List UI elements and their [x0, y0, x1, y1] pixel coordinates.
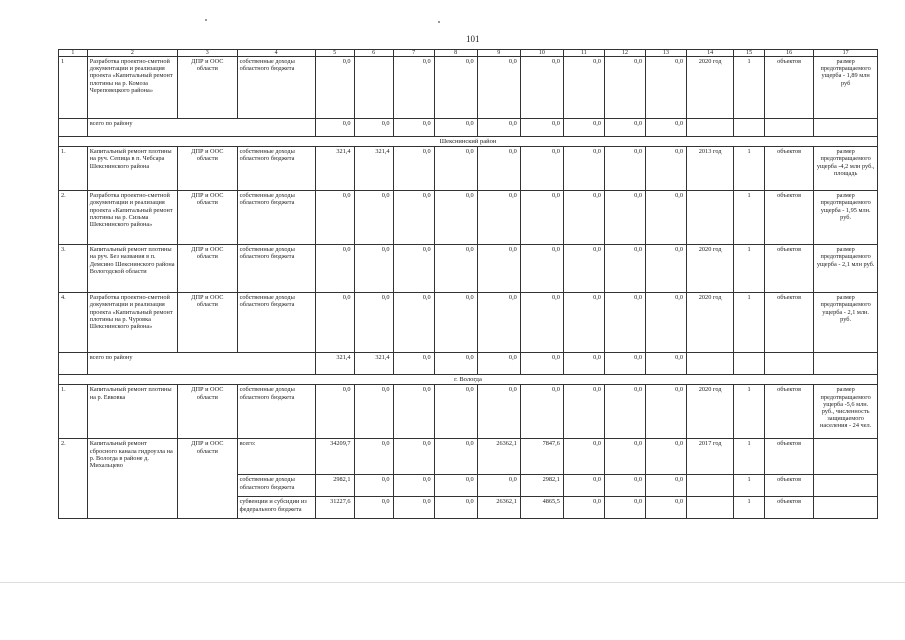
section-title: Шекснинский район — [59, 137, 878, 147]
indicator-cell: размер предотвращаемого ущерба - 2,1 млн. руб. — [814, 293, 878, 353]
indicator-cell: размер предотвращаемого ущерба - 2,1 млн руб. — [814, 245, 878, 293]
amount-cell: 0,0 — [645, 439, 686, 475]
empty-cell — [734, 119, 765, 137]
amount-cell: 0,0 — [434, 245, 477, 293]
empty-cell — [687, 353, 734, 375]
responsible-executor: ДПР и ООС области — [178, 245, 238, 293]
section-title-row — [59, 137, 878, 147]
object-name: Разработка проектно-сметной документации и реализация проекта «Капитальный ремонт плотины на р. Сизьма Шекснинского района» — [87, 191, 177, 245]
header-cell: 3 — [178, 50, 238, 57]
amount-cell: 0,0 — [604, 497, 645, 519]
funding-source: собственные доходы областного бюджета — [237, 475, 315, 497]
amount-cell: 0,0 — [393, 191, 434, 245]
table-row — [59, 385, 878, 439]
empty-cell — [814, 119, 878, 137]
period-cell: 2020 год — [687, 57, 734, 119]
amount-cell: 0,0 — [645, 147, 686, 191]
amount-cell: 0,0 — [563, 147, 604, 191]
amount-cell: 0,0 — [645, 475, 686, 497]
amount-cell: 0,0 — [520, 57, 563, 119]
row-number-empty — [59, 119, 88, 137]
total-amount: 0,0 — [434, 119, 477, 137]
scan-edge-line — [0, 582, 905, 583]
quantity-cell: 1 — [734, 293, 765, 353]
amount-cell: 0,0 — [645, 191, 686, 245]
amount-cell: 0,0 — [604, 475, 645, 497]
quantity-cell: 1 — [734, 385, 765, 439]
total-amount: 0,0 — [434, 353, 477, 375]
amount-cell: 0,0 — [563, 439, 604, 475]
indicator-cell: размер предотвращаемого ущерба - 1,95 млн. руб. — [814, 191, 878, 245]
header-cell: 7 — [393, 50, 434, 57]
table-row — [59, 245, 878, 293]
amount-cell: 0,0 — [477, 293, 520, 353]
amount-cell: 0,0 — [477, 245, 520, 293]
period-cell — [687, 475, 734, 497]
unit-cell: объектов — [765, 439, 814, 475]
amount-cell: 0,0 — [563, 57, 604, 119]
total-amount: 0,0 — [520, 119, 563, 137]
indicator-cell — [814, 475, 878, 497]
amount-cell: 0,0 — [563, 293, 604, 353]
amount-cell: 0,0 — [393, 385, 434, 439]
amount-cell: 0,0 — [563, 497, 604, 519]
quantity-cell: 1 — [734, 475, 765, 497]
header-cell: 9 — [477, 50, 520, 57]
row-number: 1. — [59, 385, 88, 439]
total-amount: 0,0 — [315, 119, 354, 137]
empty-cell — [734, 353, 765, 375]
header-cell: 2 — [87, 50, 177, 57]
amount-cell: 0,0 — [393, 293, 434, 353]
amount-cell: 0,0 — [477, 191, 520, 245]
table-row — [59, 57, 878, 119]
funding-source: собственные доходы областного бюджета — [237, 385, 315, 439]
amount-cell: 0,0 — [604, 293, 645, 353]
amount-cell: 0,0 — [354, 439, 393, 475]
total-row — [59, 353, 878, 375]
total-amount: 0,0 — [645, 353, 686, 375]
header-cell: 6 — [354, 50, 393, 57]
indicator-cell: размер предотвращаемого ущерба - 1,89 млн руб — [814, 57, 878, 119]
header-cell: 4 — [237, 50, 315, 57]
funding-source: собственные доходы областного бюджета — [237, 57, 315, 119]
table-row — [59, 147, 878, 191]
amount-cell: 26362,1 — [477, 497, 520, 519]
total-label: всего по району — [87, 353, 315, 375]
funding-source: собственные доходы областного бюджета — [237, 147, 315, 191]
row-number: 2. — [59, 191, 88, 245]
header-cell: 5 — [315, 50, 354, 57]
amount-cell: 0,0 — [604, 439, 645, 475]
indicator-cell — [814, 497, 878, 519]
amount-cell: 26362,1 — [477, 439, 520, 475]
responsible-executor: ДПР и ООС области — [178, 385, 238, 439]
indicator-cell — [814, 439, 878, 475]
amount-cell: 321,4 — [315, 147, 354, 191]
header-cell: 8 — [434, 50, 477, 57]
funding-source: субвенции и субсидии из федерального бюджета — [237, 497, 315, 519]
amount-cell: 34209,7 — [315, 439, 354, 475]
unit-cell: объектов — [765, 147, 814, 191]
amount-cell: 0,0 — [563, 385, 604, 439]
responsible-executor: ДПР и ООС области — [178, 57, 238, 119]
amount-cell: 0,0 — [393, 475, 434, 497]
amount-cell — [354, 57, 393, 119]
scan-speck — [438, 21, 440, 23]
total-amount: 0,0 — [645, 119, 686, 137]
empty-cell — [765, 119, 814, 137]
quantity-cell: 1 — [734, 57, 765, 119]
document-table — [58, 49, 878, 519]
amount-cell: 0,0 — [315, 293, 354, 353]
amount-cell: 0,0 — [520, 293, 563, 353]
amount-cell: 0,0 — [315, 191, 354, 245]
object-name: Разработка проектно-сметной документации и реализация проекта «Капитальный ремонт плотины на р. Комоза Череповецкого района» — [87, 57, 177, 119]
unit-cell: объектов — [765, 385, 814, 439]
total-amount: 0,0 — [354, 119, 393, 137]
amount-cell: 0,0 — [354, 293, 393, 353]
amount-cell: 0,0 — [434, 497, 477, 519]
total-amount: 0,0 — [477, 119, 520, 137]
table-row — [59, 439, 878, 475]
unit-cell: объектов — [765, 57, 814, 119]
responsible-executor: ДПР и ООС области — [178, 147, 238, 191]
amount-cell: 0,0 — [354, 497, 393, 519]
quantity-cell: 1 — [734, 439, 765, 475]
amount-cell: 0,0 — [477, 57, 520, 119]
total-row — [59, 119, 878, 137]
total-amount: 321,4 — [354, 353, 393, 375]
amount-cell: 0,0 — [604, 245, 645, 293]
amount-cell: 0,0 — [393, 147, 434, 191]
total-amount: 0,0 — [604, 353, 645, 375]
amount-cell: 0,0 — [434, 57, 477, 119]
funding-source: всего: — [237, 439, 315, 475]
amount-cell: 0,0 — [645, 497, 686, 519]
funding-source: собственные доходы областного бюджета — [237, 245, 315, 293]
header-cell: 11 — [563, 50, 604, 57]
header-row — [59, 50, 878, 57]
row-number-empty — [59, 353, 88, 375]
total-label: всего по району — [87, 119, 315, 137]
period-cell: 2013 год — [687, 147, 734, 191]
amount-cell: 31227,6 — [315, 497, 354, 519]
amount-cell: 0,0 — [354, 191, 393, 245]
amount-cell: 0,0 — [393, 497, 434, 519]
amount-cell: 0,0 — [434, 439, 477, 475]
amount-cell: 0,0 — [434, 147, 477, 191]
total-amount: 0,0 — [393, 119, 434, 137]
amount-cell: 0,0 — [645, 385, 686, 439]
amount-cell: 0,0 — [563, 191, 604, 245]
header-cell: 15 — [734, 50, 765, 57]
quantity-cell: 1 — [734, 147, 765, 191]
amount-cell: 0,0 — [477, 147, 520, 191]
row-number: 1. — [59, 147, 88, 191]
header-cell: 10 — [520, 50, 563, 57]
header-cell: 16 — [765, 50, 814, 57]
unit-cell: объектов — [765, 293, 814, 353]
amount-cell: 0,0 — [604, 191, 645, 245]
page-number: 101 — [466, 34, 480, 44]
header-cell: 17 — [814, 50, 878, 57]
empty-cell — [814, 353, 878, 375]
amount-cell: 0,0 — [645, 293, 686, 353]
row-number: 2. — [59, 439, 88, 519]
amount-cell: 0,0 — [354, 385, 393, 439]
row-number: 4. — [59, 293, 88, 353]
period-cell: 2020 год — [687, 385, 734, 439]
amount-cell: 0,0 — [563, 245, 604, 293]
period-cell — [687, 191, 734, 245]
unit-cell: объектов — [765, 475, 814, 497]
period-cell — [687, 497, 734, 519]
amount-cell: 321,4 — [354, 147, 393, 191]
amount-cell: 0,0 — [520, 245, 563, 293]
amount-cell: 0,0 — [520, 147, 563, 191]
unit-cell: объектов — [765, 191, 814, 245]
total-amount: 0,0 — [604, 119, 645, 137]
header-cell: 12 — [604, 50, 645, 57]
indicator-cell: размер предотвращаемого ущерба -4,2 млн руб., площадь — [814, 147, 878, 191]
amount-cell: 2982,1 — [315, 475, 354, 497]
table-row — [59, 293, 878, 353]
object-name: Капитальный ремонт сбросного канала гидроузла на р. Вологда в районе д. Михальцево — [87, 439, 177, 519]
unit-cell: объектов — [765, 497, 814, 519]
amount-cell: 0,0 — [434, 385, 477, 439]
amount-cell: 0,0 — [393, 57, 434, 119]
total-amount: 0,0 — [520, 353, 563, 375]
total-amount: 0,0 — [563, 119, 604, 137]
quantity-cell: 1 — [734, 191, 765, 245]
empty-cell — [765, 353, 814, 375]
amount-cell: 0,0 — [563, 475, 604, 497]
amount-cell: 0,0 — [354, 475, 393, 497]
object-name: Капитальный ремонт плотины на руч. Без названия в п. Демсино Шекснинского района Вологодской области — [87, 245, 177, 293]
header-cell: 1 — [59, 50, 88, 57]
amount-cell: 0,0 — [434, 293, 477, 353]
responsible-executor: ДПР и ООС области — [178, 439, 238, 519]
amount-cell: 4865,5 — [520, 497, 563, 519]
empty-cell — [687, 119, 734, 137]
amount-cell: 0,0 — [520, 385, 563, 439]
amount-cell: 0,0 — [477, 475, 520, 497]
responsible-executor: ДПР и ООС области — [178, 293, 238, 353]
amount-cell: 0,0 — [477, 385, 520, 439]
total-amount: 0,0 — [393, 353, 434, 375]
amount-cell: 0,0 — [604, 147, 645, 191]
amount-cell: 0,0 — [434, 475, 477, 497]
amount-cell: 7847,6 — [520, 439, 563, 475]
total-amount: 0,0 — [477, 353, 520, 375]
section-title: г. Вологда — [59, 375, 878, 385]
object-name: Капитальный ремонт плотины на руч. Сепица в п. Чебсара Шекснинского района — [87, 147, 177, 191]
indicator-cell: размер предотвращаемого ущерба -5,6 млн. руб., численность защищаемого населения - 24 чел. — [814, 385, 878, 439]
amount-cell: 0,0 — [604, 57, 645, 119]
amount-cell: 0,0 — [604, 385, 645, 439]
amount-cell: 0,0 — [354, 245, 393, 293]
table-row — [59, 191, 878, 245]
amount-cell: 0,0 — [315, 245, 354, 293]
funding-source: собственные доходы областного бюджета — [237, 191, 315, 245]
row-number: 3. — [59, 245, 88, 293]
quantity-cell: 1 — [734, 497, 765, 519]
amount-cell: 2982,1 — [520, 475, 563, 497]
funding-source: собственные доходы областного бюджета — [237, 293, 315, 353]
header-cell: 13 — [645, 50, 686, 57]
period-cell: 2020 год — [687, 245, 734, 293]
amount-cell: 0,0 — [393, 245, 434, 293]
period-cell: 2017 год — [687, 439, 734, 475]
amount-cell: 0,0 — [645, 245, 686, 293]
total-amount: 321,4 — [315, 353, 354, 375]
responsible-executor: ДПР и ООС области — [178, 191, 238, 245]
header-cell: 14 — [687, 50, 734, 57]
amount-cell: 0,0 — [393, 439, 434, 475]
object-name: Разработка проектно-сметной документации и реализация проекта «Капитальный ремонт плотины на р. Чуровка Шекснинского района» — [87, 293, 177, 353]
amount-cell: 0,0 — [434, 191, 477, 245]
object-name: Капитальный ремонт плотины на р. Евковка — [87, 385, 177, 439]
amount-cell: 0,0 — [645, 57, 686, 119]
scan-speck — [205, 19, 207, 21]
amount-cell: 0,0 — [315, 57, 354, 119]
period-cell: 2020 год — [687, 293, 734, 353]
amount-cell: 0,0 — [520, 191, 563, 245]
unit-cell: объектов — [765, 245, 814, 293]
quantity-cell: 1 — [734, 245, 765, 293]
section-title-row — [59, 375, 878, 385]
total-amount: 0,0 — [563, 353, 604, 375]
amount-cell: 0,0 — [315, 385, 354, 439]
row-number: 1 — [59, 57, 88, 119]
